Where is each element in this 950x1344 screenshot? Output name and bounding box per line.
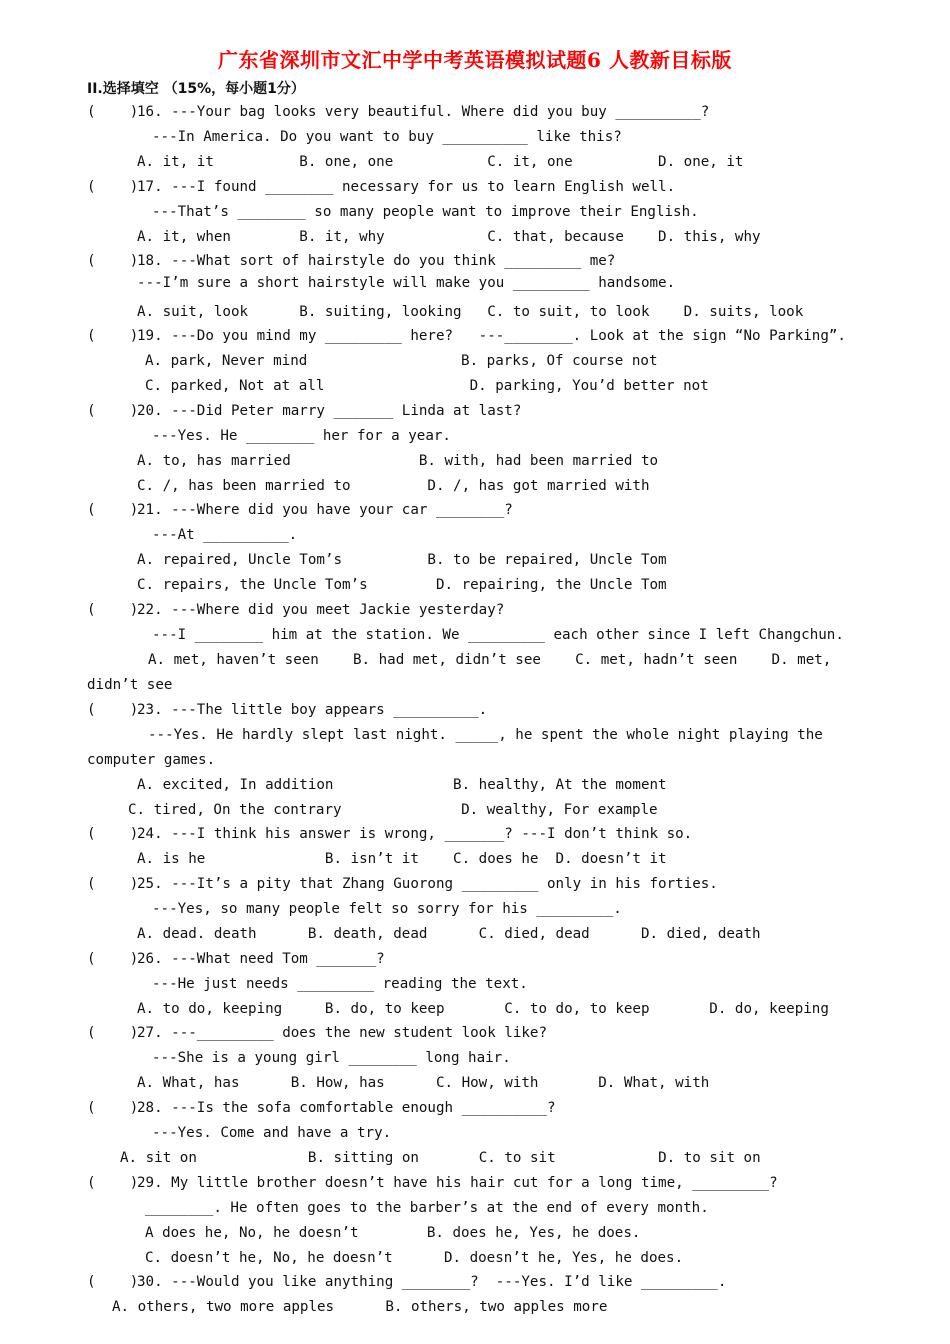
answer-bracket: ( ) — [87, 1274, 139, 1290]
question-line: A. it, it B. one, one C. it, one D. one, it — [137, 154, 744, 170]
question-line: A. met, haven’t seen B. had met, didn’t see C. met, hadn’t seen D. met, — [148, 652, 832, 668]
question-line: C. parked, Not at all D. parking, You’d better not — [145, 378, 709, 394]
question-line: A does he, No, he doesn’t B. does he, Yes, he does. — [145, 1225, 641, 1241]
answer-bracket: ( ) — [87, 104, 139, 120]
question-line: ________. He often goes to the barber’s at the end of every month. — [145, 1200, 709, 1216]
question-line: 26. ---What need Tom _______? — [137, 951, 385, 967]
question-line: 19. ---Do you mind my _________ here? ---________. Look at the sign “No Parking”. — [137, 328, 846, 344]
question-line: A. park, Never mind B. parks, Of course not — [145, 353, 658, 369]
answer-bracket: ( ) — [87, 951, 139, 967]
question-line: A. it, when B. it, why C. that, because D. this, why — [137, 229, 761, 245]
question-line: A. repaired, Uncle Tom’s B. to be repaired, Uncle Tom — [137, 552, 667, 568]
question-line: C. /, has been married to D. /, has got married with — [137, 478, 650, 494]
question-line: 27. ---_________ does the new student look like? — [137, 1025, 547, 1041]
question-line: ---He just needs _________ reading the text. — [152, 976, 528, 992]
question-line: ---I ________ him at the station. We _________ each other since I left Changchun. — [152, 627, 844, 643]
answer-bracket: ( ) — [87, 1175, 139, 1191]
question-line: A. What, has B. How, has C. How, with D. What, with — [137, 1075, 710, 1091]
answer-bracket: ( ) — [87, 826, 139, 842]
question-line: A. excited, In addition B. healthy, At the moment — [137, 777, 667, 793]
answer-bracket: ( ) — [87, 702, 139, 718]
question-line: 23. ---The little boy appears __________. — [137, 702, 488, 718]
question-line: 16. ---Your bag looks very beautiful. Where did you buy __________? — [137, 104, 710, 120]
question-line: A. dead. death B. death, dead C. died, dead D. died, death — [137, 926, 761, 942]
question-line: C. repairs, the Uncle Tom’s D. repairing, the Uncle Tom — [137, 577, 667, 593]
question-line: 22. ---Where did you meet Jackie yesterday? — [137, 602, 505, 618]
question-line: 17. ---I found ________ necessary for us to learn English well. — [137, 179, 676, 195]
question-line: ---She is a young girl ________ long hair. — [152, 1050, 511, 1066]
page-title: 广东省深圳市文汇中学中考英语模拟试题6 人教新目标版 — [218, 48, 732, 72]
answer-bracket: ( ) — [87, 502, 139, 518]
question-line: ---Yes. Come and have a try. — [152, 1125, 392, 1141]
question-line: 30. ---Would you like anything ________? ---Yes. I’d like _________. — [137, 1274, 727, 1290]
answer-bracket: ( ) — [87, 253, 139, 269]
question-line: ---That’s ________ so many people want to improve their English. — [152, 204, 699, 220]
question-line: didn’t see — [87, 677, 173, 693]
question-line: ---Yes. He hardly slept last night. _____, he spent the whole night playing the — [148, 727, 823, 743]
section-heading: II.选择填空 （15%，每小题1分） — [87, 81, 305, 97]
question-line: ---In America. Do you want to buy __________ like this? — [152, 129, 622, 145]
question-line: ---At __________. — [152, 527, 298, 543]
answer-bracket: ( ) — [87, 1025, 139, 1041]
question-line: A. to do, keeping B. do, to keep C. to do, to keep D. do, keeping — [137, 1001, 829, 1017]
question-line: C. doesn’t he, No, he doesn’t D. doesn’t he, Yes, he does. — [145, 1250, 684, 1266]
question-line: ---I’m sure a short hairstyle will make you _________ handsome. — [137, 275, 676, 291]
question-line: A. suit, look B. suiting, looking C. to suit, to look D. suits, look — [137, 304, 804, 320]
question-line: 25. ---It’s a pity that Zhang Guorong _________ only in his forties. — [137, 876, 718, 892]
question-line: A. to, has married B. with, had been married to — [137, 453, 659, 469]
question-line: ---Yes. He ________ her for a year. — [152, 428, 451, 444]
answer-bracket: ( ) — [87, 1100, 139, 1116]
answer-bracket: ( ) — [87, 403, 139, 419]
question-line: 20. ---Did Peter marry _______ Linda at last? — [137, 403, 522, 419]
question-line: A. is he B. isn’t it C. does he D. doesn’t it — [137, 851, 667, 867]
question-line: 29. My little brother doesn’t have his hair cut for a long time, _________? — [137, 1175, 778, 1191]
answer-bracket: ( ) — [87, 876, 139, 892]
question-line: 21. ---Where did you have your car ________? — [137, 502, 513, 518]
question-line: A. others, two more apples B. others, two apples more — [112, 1299, 608, 1315]
question-line: ---Yes, so many people felt so sorry for his _________. — [152, 901, 622, 917]
question-line: C. tired, On the contrary D. wealthy, For example — [128, 802, 658, 818]
question-line: A. sit on B. sitting on C. to sit D. to sit on — [120, 1150, 761, 1166]
question-line: 24. ---I think his answer is wrong, _______? ---I don’t think so. — [137, 826, 693, 842]
answer-bracket: ( ) — [87, 328, 139, 344]
question-line: 28. ---Is the sofa comfortable enough __________? — [137, 1100, 556, 1116]
answer-bracket: ( ) — [87, 602, 139, 618]
question-line: 18. ---What sort of hairstyle do you think _________ me? — [137, 253, 616, 269]
question-line: computer games. — [87, 752, 216, 768]
answer-bracket: ( ) — [87, 179, 139, 195]
